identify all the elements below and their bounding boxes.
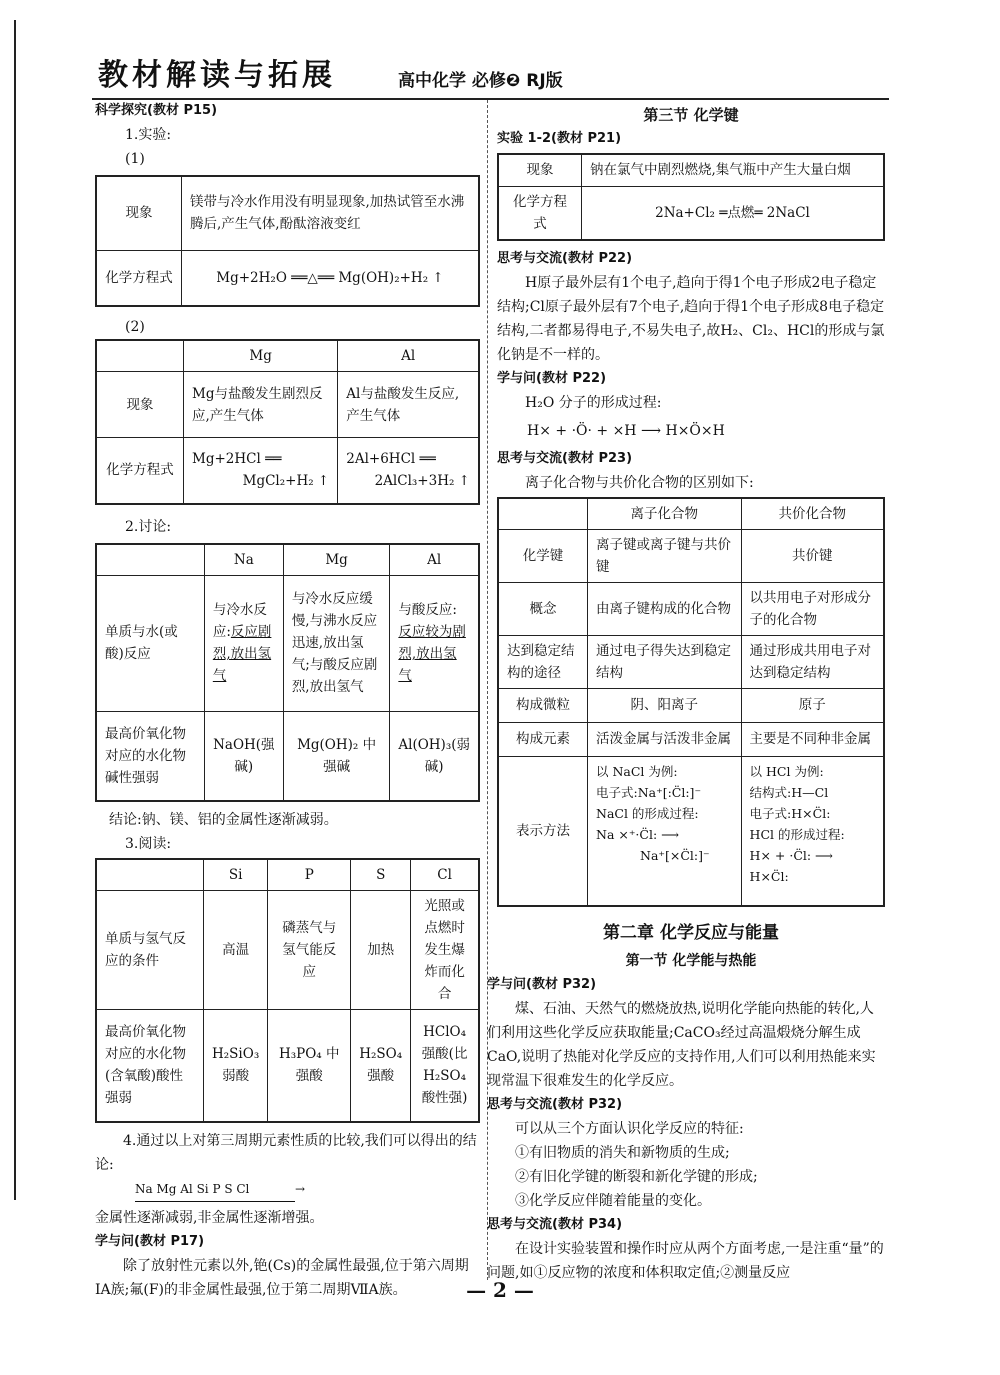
- cell-header: 现象: [96, 176, 182, 250]
- item-reading: 3.阅读:: [125, 836, 172, 852]
- book-title: 教材解读与拓展: [98, 58, 336, 93]
- cell-value: H₂SiO₃ 弱酸: [204, 1010, 268, 1122]
- cell-value: Al与盐酸发生反应,产生气体: [338, 372, 479, 438]
- table-na-cl2: [497, 153, 885, 241]
- cell-text-underlined: 反应较为剧烈,放出氢气: [398, 624, 466, 684]
- cell-value: 加热: [351, 891, 411, 1010]
- row-header: 最高价氧化物对应的水化物(含氧酸)酸性强弱: [96, 1010, 204, 1122]
- paragraph-ask-1: H₂O 分子的形成过程:: [525, 394, 662, 411]
- heading-think-1: 思考与交流(教材 P22): [497, 250, 633, 266]
- cell-value: 高温: [204, 891, 268, 1010]
- hcl-formation-label: HCl 的形成过程:: [749, 826, 845, 842]
- col-header: S: [351, 859, 411, 891]
- cell-value: Mg+2H₂O ══△══ Mg(OH)₂+H₂ ↑: [182, 250, 480, 306]
- paragraph-think-2: 离子化合物与共价化合物的区别如下:: [525, 474, 754, 491]
- col-header: Mg: [184, 340, 338, 372]
- cell-text: 与酸反应:: [398, 602, 457, 618]
- col-header: Na: [204, 544, 283, 576]
- cell-value: [184, 438, 338, 504]
- nacl-formation-product: Na⁺[×C̈l:]⁻: [640, 847, 710, 863]
- paragraph-think-3: 可以从三个方面认识化学反应的特征:: [515, 1121, 744, 1137]
- section-title-energy: 第一节 化学能与热能: [625, 953, 757, 969]
- row-header: 达到稳定结构的途径: [498, 635, 588, 688]
- heading-think-4: 思考与交流(教材 P34): [487, 1217, 623, 1232]
- col-header: Al: [338, 340, 479, 372]
- sub-1: (1): [125, 151, 145, 167]
- hcl-example-label: 以 HCl 为例:: [749, 763, 824, 779]
- cell-value: [741, 756, 884, 906]
- cell-value: 共价键: [741, 529, 884, 582]
- cell-value: 以共用电子对形成分子的化合物: [741, 582, 884, 635]
- cell-value: [390, 575, 479, 711]
- left-column: [95, 99, 480, 1302]
- row-header: 化学方程式: [498, 186, 582, 240]
- list-item: ③化学反应伴随着能量的变化。: [515, 1193, 711, 1209]
- row-header: 最高价氧化物对应的水化物碱性强弱: [96, 711, 204, 801]
- element-list: Na Mg Al Si P S Cl: [135, 1181, 250, 1196]
- nacl-formation-label: NaCl 的形成过程:: [596, 805, 699, 821]
- list-item: ②有旧化学键的断裂和新化学键的形成;: [515, 1169, 758, 1185]
- cell-text: 与冷水反应:: [212, 602, 267, 640]
- h2o-formation: H× + ·Ö· + ×H ⟶ H×Ö×H: [527, 422, 725, 439]
- row-header: 构成元素: [498, 722, 588, 756]
- arrow-head-icon: →: [295, 1181, 306, 1196]
- list-item: ①有旧物质的消失和新物质的生成;: [515, 1145, 730, 1161]
- cell-value: H₂SO₄ 强酸: [351, 1010, 411, 1122]
- cell-value: 通过形成共用电子对达到稳定结构: [741, 635, 884, 688]
- cell-value: Mg(OH)₂ 中强碱: [283, 711, 390, 801]
- nacl-example-label: 以 NaCl 为例:: [596, 763, 678, 779]
- equation-line: 2Al+6HCl ══: [346, 451, 436, 468]
- cell-value: 通过电子得失达到稳定结构: [588, 635, 742, 688]
- row-header: 现象: [498, 154, 582, 186]
- left-margin-line: [14, 20, 16, 1200]
- cell-value: [338, 438, 479, 504]
- cell-value: 主要是不同种非金属: [741, 722, 884, 756]
- chapter-title: 第二章 化学反应与能量: [603, 923, 779, 943]
- col-header: Si: [204, 859, 268, 891]
- cell-header: 化学方程式: [96, 250, 182, 306]
- cell-empty: [96, 340, 184, 372]
- cell-value: [588, 756, 742, 906]
- row-header: 表示方法: [498, 756, 588, 906]
- conclusion: 结论:钠、镁、铝的金属性逐渐减弱。: [109, 812, 338, 828]
- row-header: 构成微粒: [498, 688, 588, 722]
- cell-value: 2Na+Cl₂ ═点燃═ 2NaCl: [582, 186, 885, 240]
- row-header: 概念: [498, 582, 588, 635]
- row-header: 现象: [96, 372, 184, 438]
- element-arrow: [135, 1177, 295, 1202]
- item-discussion: 2.讨论:: [125, 518, 172, 535]
- cell-value: 离子键或离子键与共价键: [588, 529, 742, 582]
- hcl-electron-formula: 电子式:H×C̈l:: [749, 805, 831, 821]
- hcl-formation-process: H× + ·C̈l: ⟶ H×C̈l:: [749, 847, 833, 884]
- section-title-chemical-bond: 第三节 化学键: [643, 106, 739, 124]
- cell-value: NaOH(强碱): [204, 711, 283, 801]
- heading-science-inquiry: 科学探究(教材 P15): [95, 103, 218, 118]
- trend: 金属性逐渐减弱,非金属性逐渐增强。: [95, 1209, 324, 1226]
- row-header: 化学方程式: [96, 438, 184, 504]
- col-header: 离子化合物: [588, 498, 742, 530]
- cell-value: 钠在氯气中剧烈燃烧,集气瓶中产生大量白烟: [582, 154, 885, 186]
- table-mg-water: [95, 175, 480, 307]
- page-number: — 2 —: [466, 1278, 534, 1302]
- row-header: 单质与水(或酸)反应: [96, 575, 204, 711]
- cell-empty: [498, 498, 588, 530]
- row-header: 化学键: [498, 529, 588, 582]
- col-header: Al: [390, 544, 479, 576]
- paragraph-think-4: 在设计实验装置和操作时应从两个方面考虑,一是注重“量”的问题,如①反应物的浓度和体积取定值;②测量反应: [487, 1241, 884, 1281]
- table-ionic-covalent: [497, 497, 885, 908]
- book-subtitle: 高中化学 必修❷ RJ版: [398, 71, 563, 91]
- cell-empty: [96, 859, 204, 891]
- heading-think-3: 思考与交流(教材 P32): [487, 1097, 623, 1112]
- cell-value: Al(OH)₃(弱碱): [390, 711, 479, 801]
- cell-value: 由离子键构成的化合物: [588, 582, 742, 635]
- cell-value: 活泼金属与活泼非金属: [588, 722, 742, 756]
- heading-ask-1: 学与问(教材 P22): [497, 370, 607, 386]
- nacl-electron-formula: 电子式:Na⁺[:C̈l:]⁻: [596, 784, 702, 800]
- table-si-p-s-cl: [95, 858, 480, 1123]
- cell-value: 镁带与冷水作用没有明显现象,加热试管至水沸腾后,产生气体,酚酞溶液变红: [182, 176, 480, 250]
- equation-line: Mg+2HCl ══: [192, 451, 282, 468]
- cell-value: [204, 575, 283, 711]
- col-header: P: [268, 859, 351, 891]
- cell-value: 阴、阳离子: [588, 688, 742, 722]
- item-experiment: 1.实验:: [125, 127, 172, 143]
- hcl-structural-formula: 结构式:H—Cl: [749, 784, 829, 800]
- cell-value: H₃PO₄ 中强酸: [268, 1010, 351, 1122]
- cell-value: Mg与盐酸发生剧烈反应,产生气体: [184, 372, 338, 438]
- col-header: Mg: [283, 544, 390, 576]
- heading-ask-2: 学与问(教材 P32): [487, 977, 597, 992]
- cell-value: 光照或点燃时发生爆炸而化合: [411, 891, 479, 1010]
- col-header: 共价化合物: [741, 498, 884, 530]
- heading-think-2: 思考与交流(教材 P23): [497, 450, 633, 466]
- table-mg-al-acid: [95, 339, 480, 505]
- equation-line: MgCl₂+H₂ ↑: [242, 473, 330, 490]
- row-header: 单质与氢气反应的条件: [96, 891, 204, 1010]
- item-conclusion-intro: 4.通过以上对第三周期元素性质的比较,我们可以得出的结论:: [95, 1132, 477, 1173]
- cell-empty: [96, 544, 204, 576]
- cell-text-underlined: 反应剧烈,放出氢气: [212, 624, 272, 684]
- right-column: [487, 99, 885, 1285]
- cell-value: HClO₄ 强酸(比H₂SO₄酸性强): [411, 1010, 479, 1122]
- element-sequence: [95, 1177, 480, 1202]
- paragraph-ask-2: 煤、石油、天然气的燃烧放热,说明化学能向热能的转化,人们利用这些化学反应获取能量;CaCO₃经过高温煅烧分解生成CaO,说明了热能对化学反应的支持作用,人们可以利用热能来实现常温下很难发生的化学反应。: [487, 1001, 876, 1089]
- paragraph-think-1: H原子最外层有1个电子,趋向于得1个电子形成2电子稳定结构;Cl原子最外层有7个电子,趋向于得1个电子形成8电子稳定结构,二者都易得电子,不易失电子,故H₂、Cl₂、HCl的形成与氯化钠是不一样的。: [497, 274, 885, 363]
- heading-experiment: 实验 1-2(教材 P21): [497, 131, 622, 146]
- cell-value: 磷蒸气与氢气能反应: [268, 891, 351, 1010]
- equation-line: 2AlCl₃+3H₂ ↑: [374, 473, 470, 490]
- paragraph-cs-f: 除了放射性元素以外,铯(Cs)的金属性最强,位于第六周期ⅠA族;氟(F)的非金属性最强,位于第二周期ⅦA族。: [95, 1257, 469, 1298]
- table-na-mg-al: [95, 543, 480, 803]
- col-header: Cl: [411, 859, 479, 891]
- nacl-formation-step: Na ×⁺·C̈l: ⟶: [596, 826, 680, 842]
- cell-value: 与冷水反应缓慢,与沸水反应迅速,放出氢气;与酸反应剧烈,放出氢气: [283, 575, 390, 711]
- cell-value: 原子: [741, 688, 884, 722]
- sub-2: (2): [125, 319, 145, 335]
- heading-learn-ask: 学与问(教材 P17): [95, 1233, 205, 1249]
